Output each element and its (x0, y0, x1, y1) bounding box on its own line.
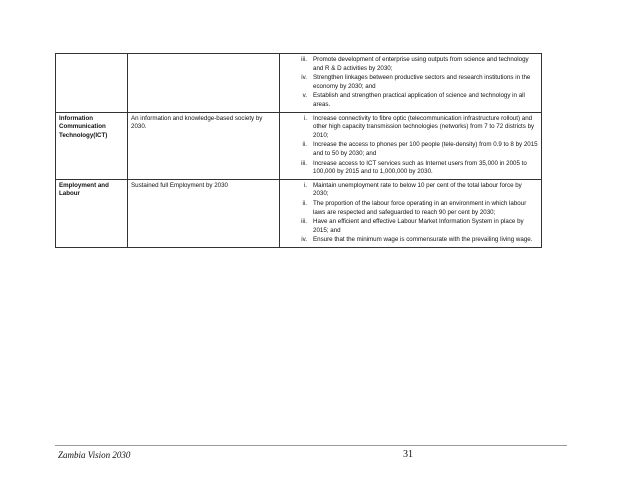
footer-document-title: Zambia Vision 2030 (58, 450, 131, 460)
target-number: iv. (301, 74, 307, 82)
target-text: Establish and strengthen practical application of science and technology in all areas. (313, 92, 525, 108)
target-text: The proportion of the labour force operating in an environment in which labour laws are respected and safeguarded to reach 90 per cent by 2030; (313, 199, 527, 216)
target-item (283, 236, 538, 245)
target-text: Increase connectivity to fibre optic (telecommunication infrastructure rollout) and other high capacity transmission technologies (networks) from 7 to 72 districts by 2010; (313, 114, 535, 139)
target-item (283, 200, 538, 217)
target-item (283, 141, 538, 158)
page-number: 31 (403, 449, 413, 460)
table-row (56, 54, 542, 113)
target-text: Ensure that the minimum wage is commensurate with the prevailing living wage. (313, 236, 533, 244)
target-item (283, 56, 538, 73)
targets-cell (280, 179, 542, 247)
target-list (283, 115, 538, 177)
sector-cell: Information Communication Technology(ICT) (56, 112, 128, 179)
target-text: Maintain unemployment rate to below 10 per cent of the total labour force by 2030; (313, 181, 522, 198)
sector-cell (56, 54, 128, 113)
target-number: iii. (301, 56, 307, 63)
target-number: v. (302, 92, 307, 100)
sector-cell: Employment and Labour (56, 179, 128, 247)
target-item (283, 160, 538, 177)
target-number: i. (303, 181, 307, 189)
target-list (283, 56, 538, 110)
table-row (56, 179, 542, 247)
target-text: Strengthen linkages between productive sectors and research institutions in the economy by 2030; and (313, 74, 531, 90)
target-item (283, 182, 538, 199)
target-text: Increase the access to phones per 100 people (tele-density) from 0.9 to 8 by 2015 and to 50 by 2030; and (313, 141, 538, 157)
target-text: Increase access to ICT services such as Internet users from 35,000 in 2005 to 100,000 by 2015 and to 1,000,000 by 2030. (313, 159, 527, 176)
targets-cell (280, 112, 542, 179)
target-text: Promote development of enterprise using outputs from science and technology and R & D activities by 2030; (313, 56, 529, 72)
target-number: iii. (301, 218, 307, 226)
target-item (283, 92, 538, 109)
vision-cell (128, 54, 280, 113)
target-number: ii. (302, 141, 307, 149)
table-row (56, 112, 542, 179)
target-item (283, 115, 538, 141)
target-item (283, 74, 538, 91)
target-text: Have an efficient and effective Labour Market Information System in place by 2015; and (313, 218, 524, 234)
target-list (283, 182, 538, 245)
target-number: iv. (301, 236, 307, 244)
target-item (283, 218, 538, 235)
target-number: ii. (302, 199, 307, 207)
target-number: i. (303, 114, 307, 122)
footer-divider (55, 445, 567, 446)
target-number: iii. (301, 159, 307, 167)
targets-cell (280, 54, 542, 113)
vision-cell: An information and knowledge-based society by 2030. (128, 112, 280, 179)
targets-table (55, 53, 542, 248)
vision-cell: Sustained full Employment by 2030 (128, 179, 280, 247)
